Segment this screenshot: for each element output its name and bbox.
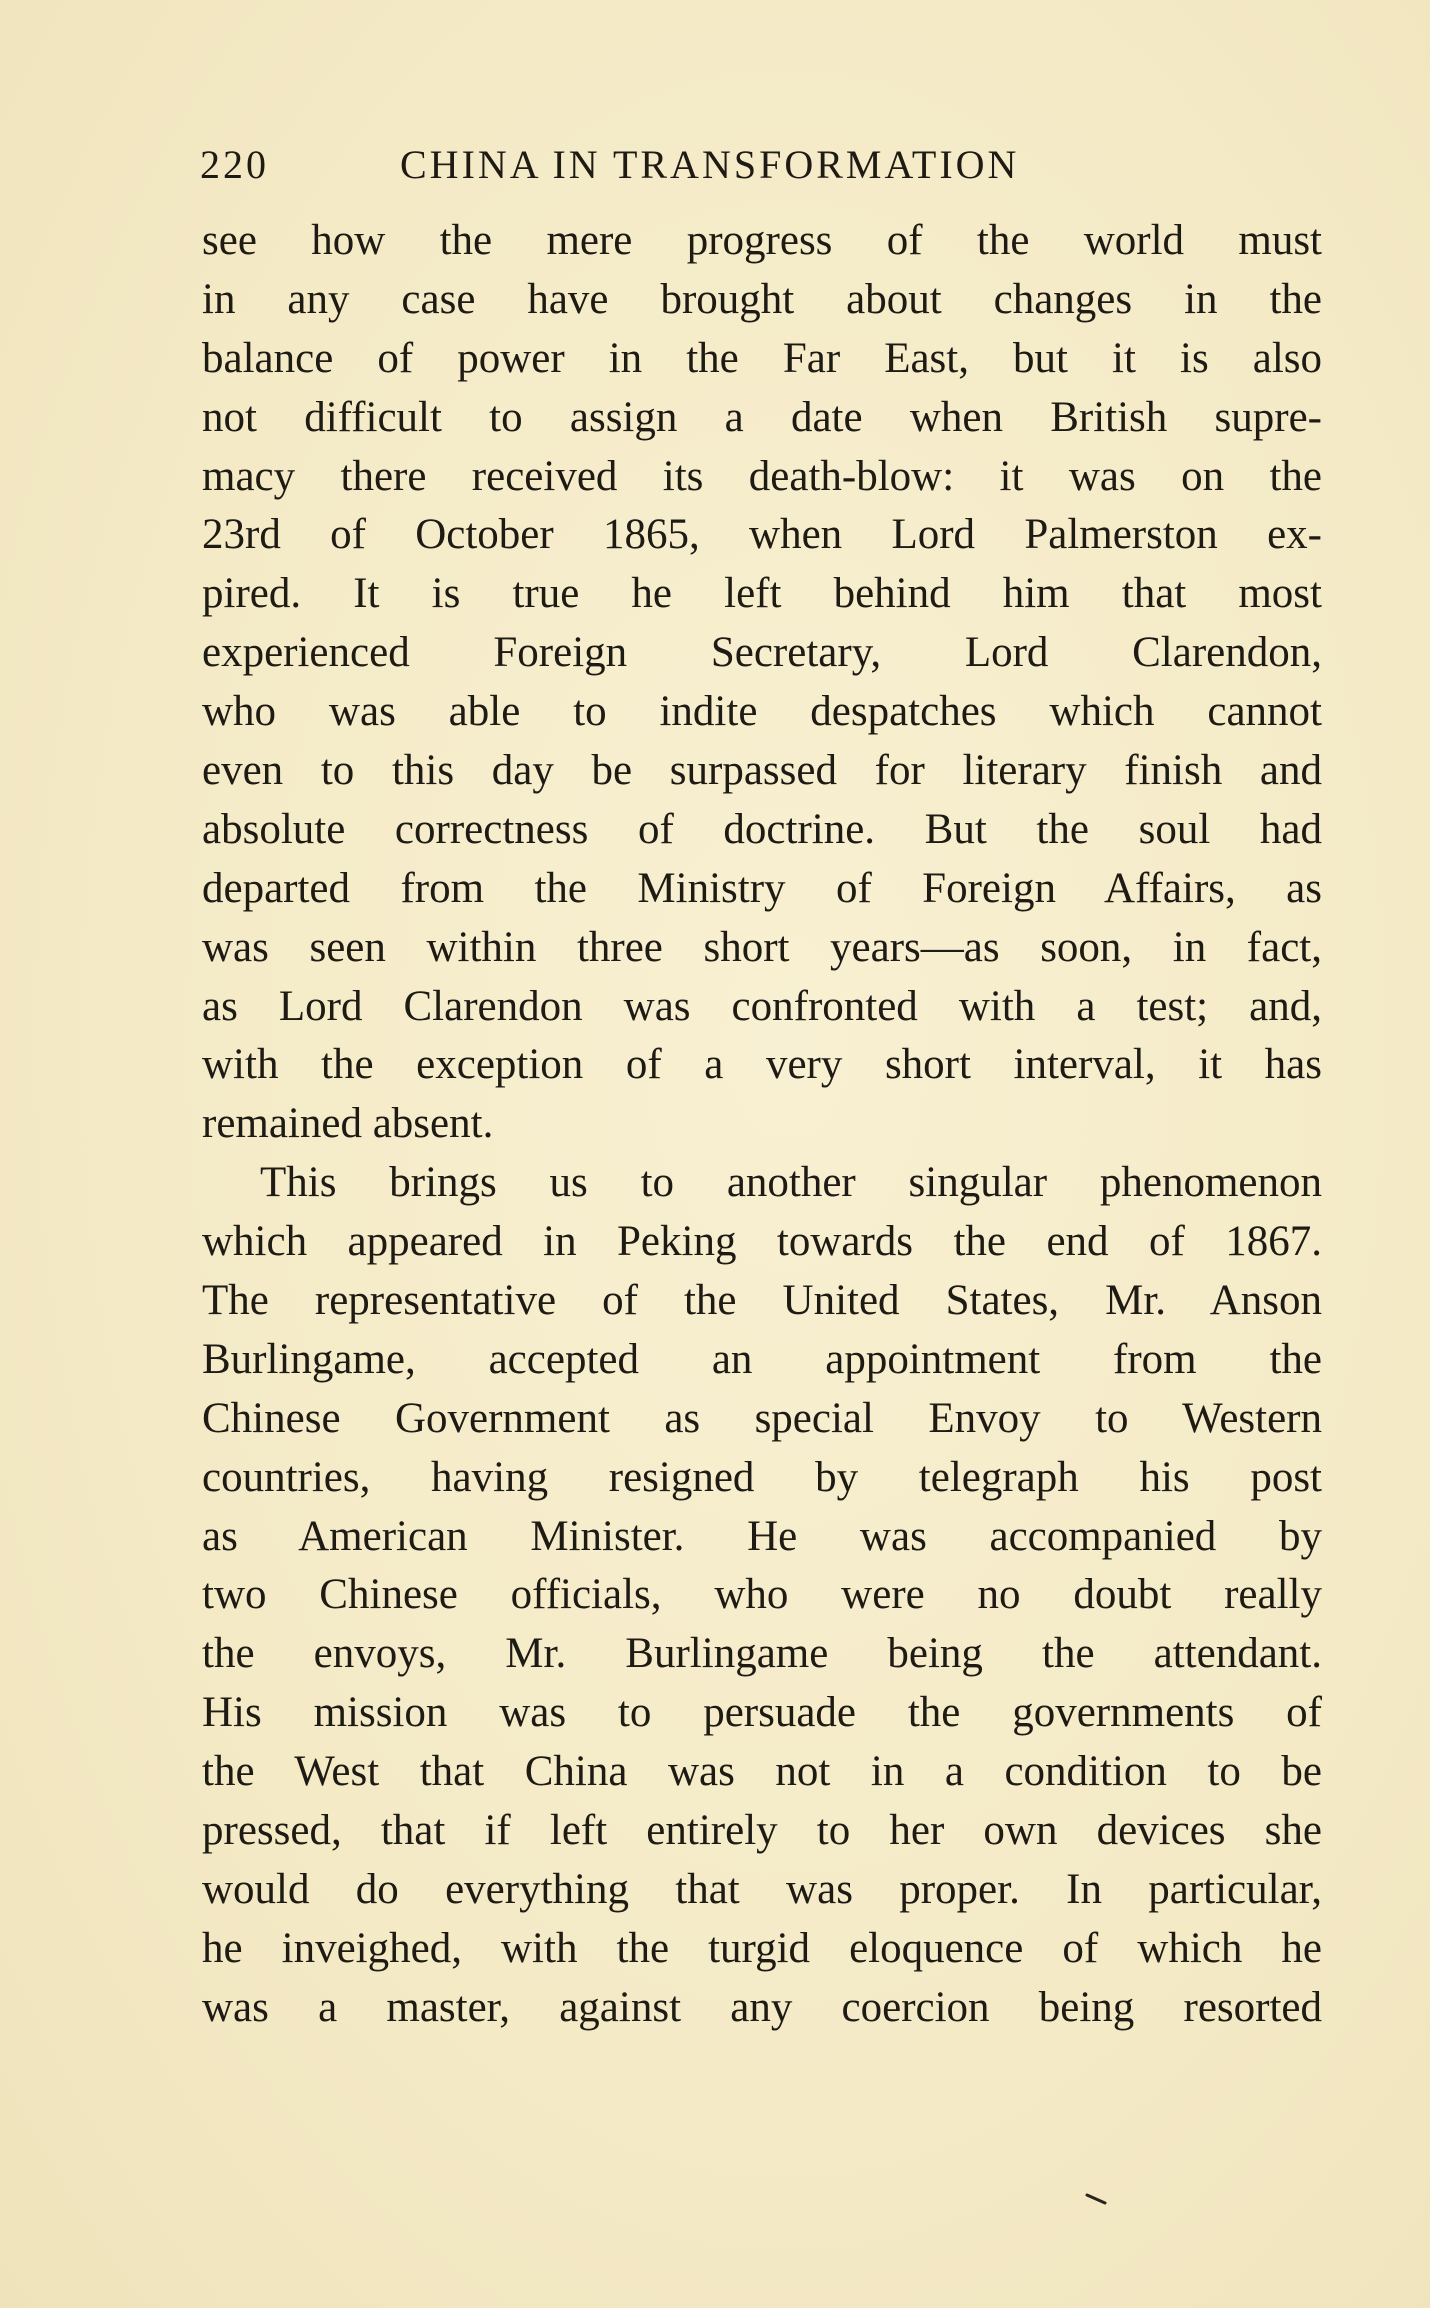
text-line: which appeared in Peking towards the end of 1867.: [202, 1218, 1322, 1266]
printer-mark-icon: [1085, 2192, 1109, 2206]
text-line: Burlingame, accepted an appointment from the: [202, 1335, 1322, 1383]
text-line: he inveighed, with the turgid eloquence of which he: [202, 1924, 1322, 1972]
text-line: 23rd of October 1865, when Lord Palmerston ex-: [202, 511, 1322, 559]
text-line: as American Minister. He was accompanied by: [202, 1512, 1322, 1560]
text-line: the envoys, Mr. Burlingame being the attendant.: [202, 1630, 1322, 1678]
text-line: who was able to indite despatches which cannot: [202, 688, 1322, 736]
text-line: Chinese Government as special Envoy to Western: [202, 1394, 1322, 1442]
text-line: macy there received its death-blow: it was on the: [202, 452, 1322, 500]
text-line: not difficult to assign a date when British supre-: [202, 393, 1322, 441]
text-line: two Chinese officials, who were no doubt really: [202, 1571, 1322, 1619]
text-line: was a master, against any coercion being resorted: [202, 1983, 1322, 2031]
text-line: His mission was to persuade the governments of: [202, 1689, 1322, 1737]
text-line-indented: This brings us to another singular phenomenon: [260, 1159, 1322, 1207]
text-line: The representative of the United States, Mr. Anson: [202, 1277, 1322, 1325]
text-line: countries, having resigned by telegraph his post: [202, 1453, 1322, 1501]
text-line: balance of power in the Far East, but it is also: [202, 334, 1322, 382]
printer-mark: [1085, 2180, 1109, 2214]
text-line: as Lord Clarendon was confronted with a test; and,: [202, 982, 1322, 1030]
running-title: CHINA IN TRANSFORMATION: [400, 142, 1020, 187]
text-line: would do everything that was proper. In particular,: [202, 1865, 1322, 1913]
text-line: departed from the Ministry of Foreign Affairs, as: [202, 864, 1322, 912]
text-line: absolute correctness of doctrine. But the soul had: [202, 805, 1322, 853]
text-line: pired. It is true he left behind him that most: [202, 570, 1322, 618]
running-head: [200, 135, 1130, 195]
text-line: in any case have brought about changes in the: [202, 275, 1322, 323]
text-line: pressed, that if left entirely to her own devices she: [202, 1807, 1322, 1855]
text-line: experienced Foreign Secretary, Lord Clarendon,: [202, 629, 1322, 677]
text-line: with the exception of a very short interval, it has: [202, 1041, 1322, 1089]
text-line: see how the mere progress of the world must: [202, 217, 1322, 264]
text-line: was seen within three short years—as soon, in fact,: [202, 923, 1322, 971]
text-line: even to this day be surpassed for literary finish and: [202, 747, 1322, 795]
page-number: 220: [200, 142, 269, 187]
body-text: [202, 212, 1322, 2038]
text-line: the West that China was not in a condition to be: [202, 1748, 1322, 1796]
text-line: remained absent.: [202, 1100, 494, 1148]
